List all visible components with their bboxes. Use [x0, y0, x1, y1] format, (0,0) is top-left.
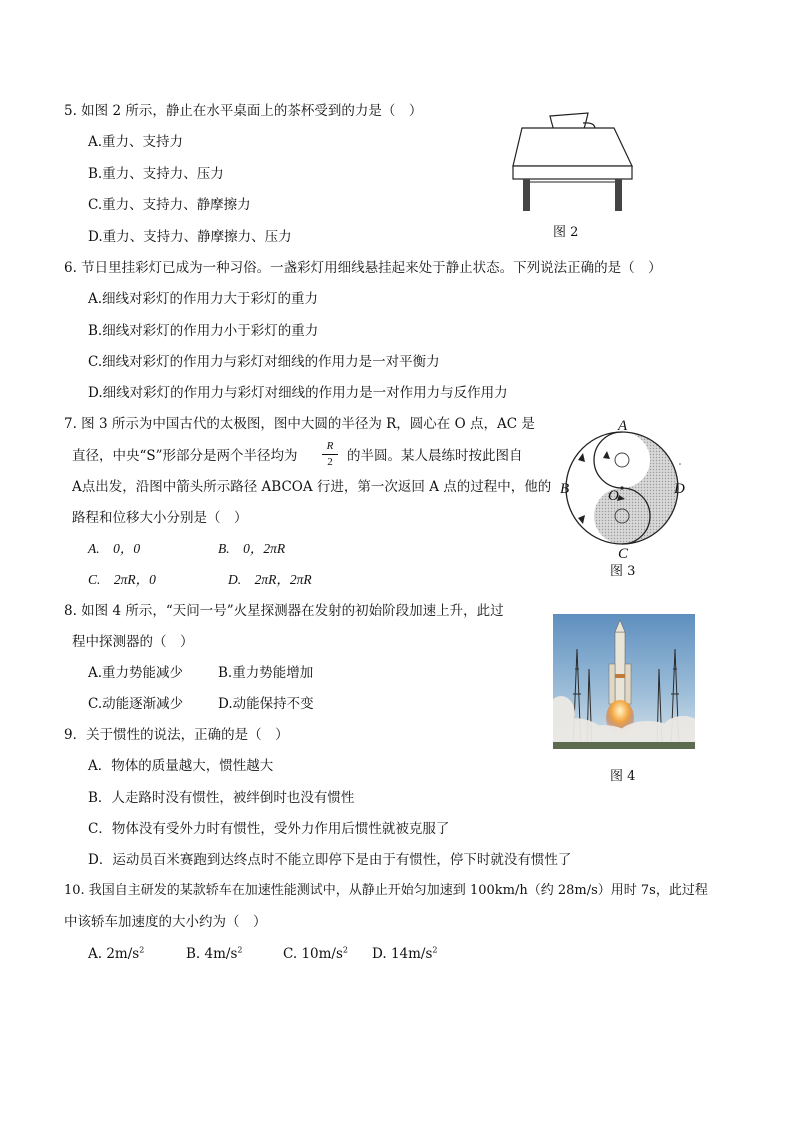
q10-option-d — [372, 944, 438, 964]
figure-2-table-cup — [510, 108, 635, 214]
q7-fraction-numerator: R — [326, 440, 334, 452]
q7-fraction-denominator: 2 — [327, 456, 333, 468]
q5-option-c: C.重力、支持力、静摩擦力 — [88, 197, 251, 213]
figure-3-label-a: A — [618, 420, 628, 434]
q10-option-c-label: C. — [283, 946, 298, 962]
figure-3-taiji — [556, 420, 696, 560]
q6-option-b: B.细线对彩灯的作用力小于彩灯的重力 — [88, 323, 319, 339]
figure-4-caption: 图 4 — [610, 769, 636, 784]
q10-option-d-label: D. — [372, 946, 387, 962]
q7-stem-line-1: 7. 图 3 所示为中国古代的太极图，图中大圆的半径为 R，圆心在 O 点，AC 是 — [64, 416, 535, 432]
q5-option-d: D.重力、支持力、静摩擦力、压力 — [88, 229, 292, 245]
figure-3-caption: 图 3 — [610, 564, 636, 579]
figure-2-caption: 图 2 — [553, 225, 579, 240]
q6-option-c: C.细线对彩灯的作用力与彩灯对细线的作用力是一对平衡力 — [88, 354, 440, 370]
q10-option-b-exponent: 2 — [237, 945, 243, 955]
q7-option-d: D. 2πR，2πR — [228, 572, 312, 587]
figure-3-label-b: B — [560, 481, 570, 497]
q8-option-b: B.重力势能增加 — [218, 665, 314, 681]
q9-option-b: B．人走路时没有惯性，被绊倒时也没有惯性 — [88, 790, 355, 806]
q9-stem: 9．关于惯性的说法，正确的是（ ） — [64, 727, 289, 743]
q7-stem-line-2a: 直径，中央“S”形部分是两个半径均为 — [72, 448, 298, 464]
q10-stem-line-1: 10. 我国自主研发的某款轿车在加速性能测试中，从静止开始匀加速到 100km/h（约 28m/s）用时 7s，此过程 — [64, 883, 708, 898]
q10-stem-line-2: 中该轿车加速度的大小约为（ ） — [64, 914, 267, 930]
figure-4-rocket-photo — [553, 614, 695, 749]
q5-stem: 5. 如图 2 所示，静止在水平桌面上的茶杯受到的力是（ ） — [64, 103, 423, 119]
q10-option-a — [88, 944, 144, 964]
q10-option-d-exponent: 2 — [432, 945, 438, 955]
q7-stem-line-2b: 的半圆。某人晨练时按此图自 — [347, 448, 523, 464]
figure-3-label-d: D — [674, 481, 685, 497]
q7-option-b: B. 0，2πR — [218, 541, 286, 556]
q10-option-b — [186, 944, 242, 964]
q7-stem-line-3: A点出发，沿图中箭头所示路径 ABCOA 行进，第一次返回 A 点的过程中，他的 — [72, 479, 552, 495]
q10-option-d-value: 14m/s — [390, 946, 433, 962]
q10-option-a-value: 2m/s — [106, 946, 140, 962]
figure-3-label-c: C — [618, 546, 629, 560]
q6-option-d: D.细线对彩灯的作用力与彩灯对细线的作用力是一对作用力与反作用力 — [88, 385, 508, 401]
q9-option-a: A．物体的质量越大，惯性越大 — [88, 758, 274, 774]
q9-option-c: C．物体没有受外力时有惯性，受外力作用后惯性就被克服了 — [88, 821, 450, 837]
q7-fraction — [322, 440, 338, 469]
q6-stem: 6. 节日里挂彩灯已成为一种习俗。一盏彩灯用细线悬挂起来处于静止状态。下列说法正确的是（ ） — [64, 260, 662, 276]
q10-option-c — [283, 944, 348, 964]
q9-option-d: D．运动员百米赛跑到达终点时不能立即停下是由于有惯性，停下时就没有惯性了 — [88, 852, 572, 868]
q10-option-a-label: A. — [88, 946, 103, 962]
q7-option-a: A. 0，0 — [88, 541, 141, 556]
q10-option-a-exponent: 2 — [139, 945, 145, 955]
q5-option-a: A.重力、支持力 — [88, 134, 184, 150]
q10-option-c-value: 10m/s — [301, 946, 343, 962]
q10-option-c-exponent: 2 — [342, 945, 348, 955]
q6-option-a: A.细线对彩灯的作用力大于彩灯的重力 — [88, 291, 319, 307]
q8-option-a: A.重力势能减少 — [88, 665, 184, 681]
q7-stem-line-4: 路程和位移大小分别是（ ） — [72, 510, 248, 526]
q8-option-c: C.动能逐渐减少 — [88, 696, 184, 712]
q5-option-b: B.重力、支持力、压力 — [88, 166, 224, 182]
q8-stem-line-2: 程中探测器的（ ） — [72, 634, 194, 650]
q8-stem-line-1: 8. 如图 4 所示，“天问一号”火星探测器在发射的初始阶段加速上升，此过 — [64, 603, 504, 619]
q7-option-c: C. 2πR，0 — [88, 572, 156, 587]
q10-option-b-value: 4m/s — [204, 946, 238, 962]
q8-option-d: D.动能保持不变 — [218, 696, 314, 712]
figure-3-label-o: O — [608, 488, 619, 504]
q10-option-b-label: B. — [186, 946, 201, 962]
